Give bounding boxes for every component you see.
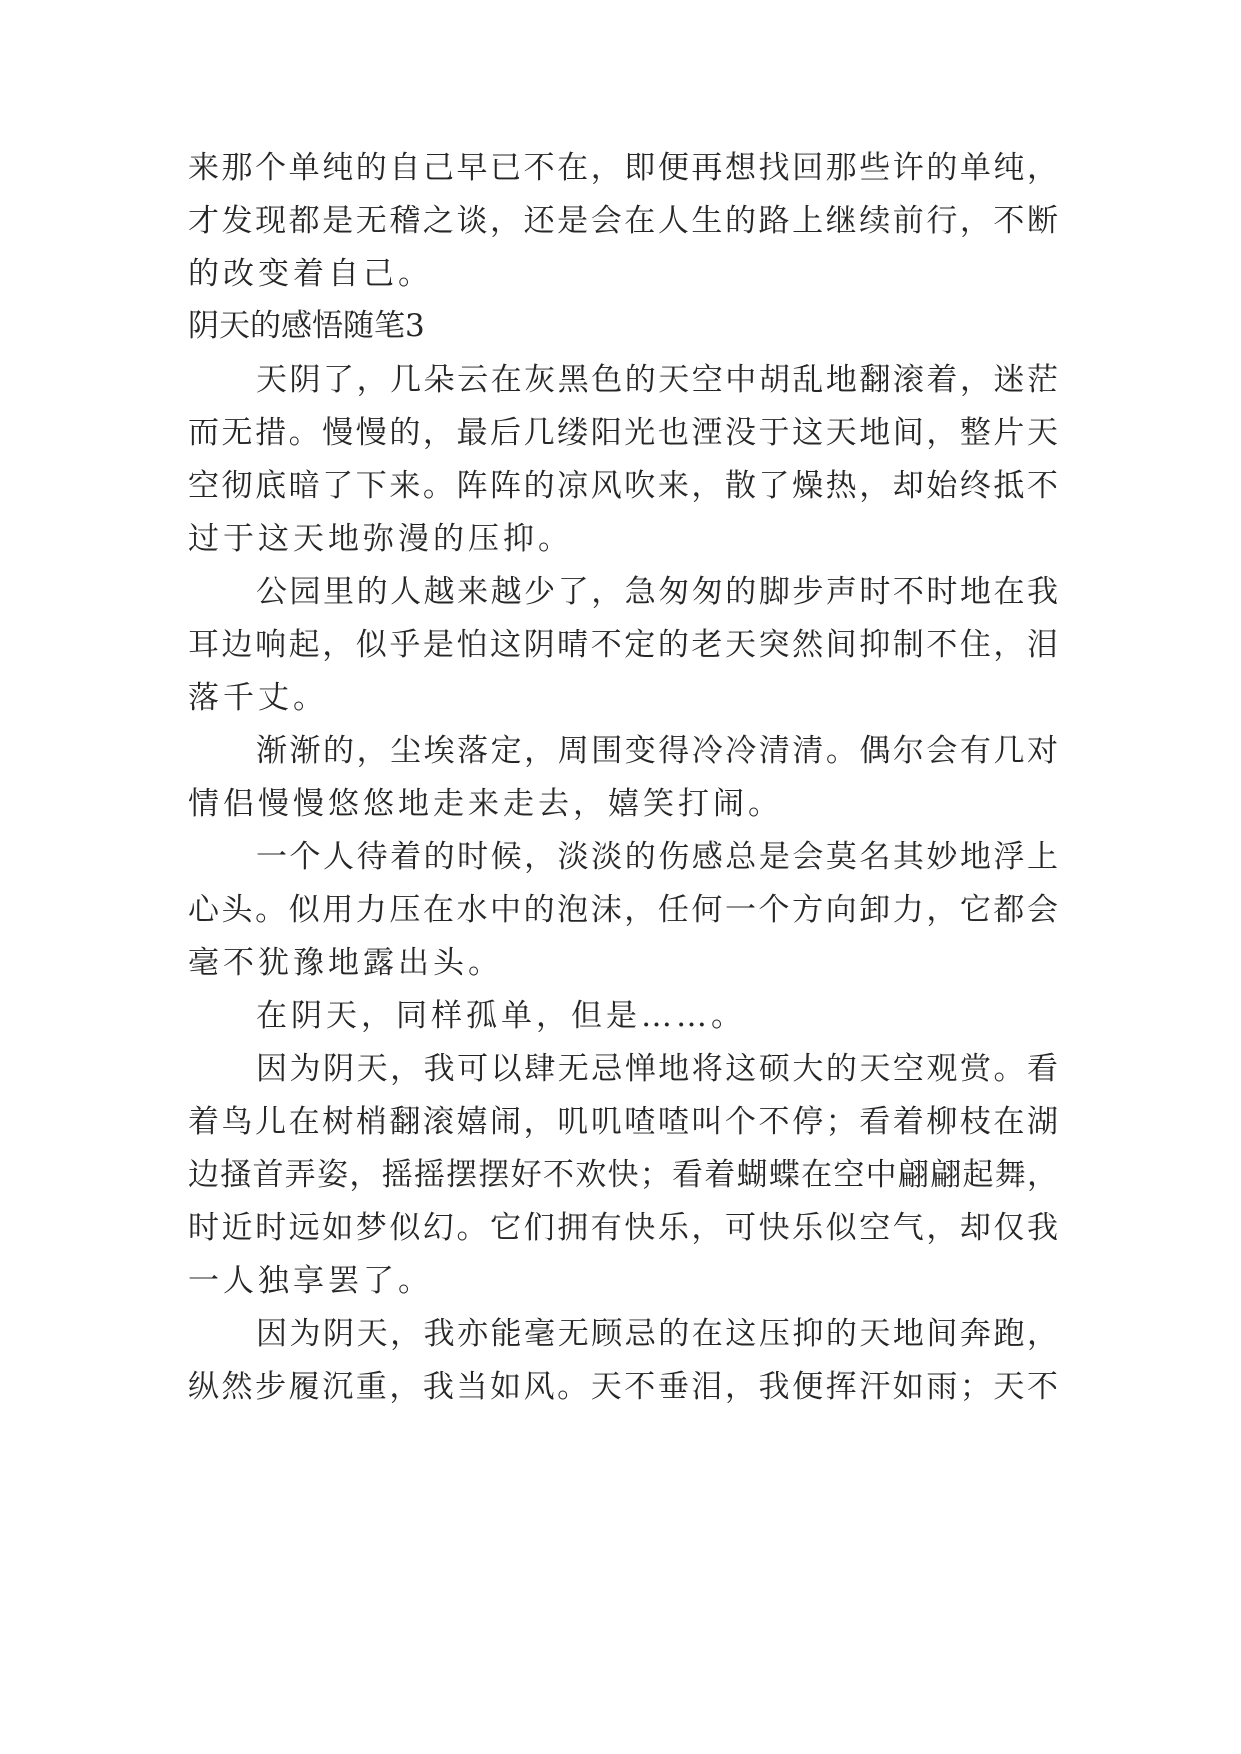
text-line: 一人独享罢了。 — [188, 1263, 433, 1299]
text-line: 而无措。慢慢的，最后几缕阳光也湮没于这天地间，整片天 — [188, 415, 1058, 451]
text-line: 因为阴天，我亦能毫无顾忌的在这压抑的天地间奔跑， — [256, 1316, 1058, 1352]
text-line: 因为阴天，我可以肆无忌惮地将这硕大的天空观赏。看 — [256, 1051, 1058, 1087]
text-line: 边搔首弄姿，摇摇摆摆好不欢快；看着蝴蝶在空中翩翩起舞， — [188, 1157, 1058, 1193]
text-line: 的改变着自己。 — [188, 256, 433, 292]
text-line: 来那个单纯的自己早已不在，即便再想找回那些许的单纯， — [188, 150, 1058, 186]
text-line: 着鸟儿在树梢翻滚嬉闹，叽叽喳喳叫个不停；看着柳枝在湖 — [188, 1104, 1058, 1140]
text-line: 落千丈。 — [188, 680, 328, 716]
text-line: 才发现都是无稽之谈，还是会在人生的路上继续前行，不断 — [188, 203, 1058, 239]
text-line: 空彻底暗了下来。阵阵的凉风吹来，散了燥热，却始终抵不 — [188, 468, 1058, 504]
text-line: 心头。似用力压在水中的泡沫，任何一个方向卸力，它都会 — [188, 892, 1058, 928]
text-line: 公园里的人越来越少了，急匆匆的脚步声时不时地在我 — [256, 574, 1058, 610]
text-line: 渐渐的，尘埃落定，周围变得冷冷清清。偶尔会有几对 — [256, 733, 1058, 769]
section-heading: 阴天的感悟随笔3 — [188, 308, 425, 344]
text-line: 天阴了，几朵云在灰黑色的天空中胡乱地翻滚着，迷茫 — [256, 362, 1058, 398]
text-line: 纵然步履沉重，我当如风。天不垂泪，我便挥汗如雨；天不 — [188, 1369, 1058, 1405]
text-line: 在阴天，同样孤单，但是……。 — [256, 998, 746, 1034]
text-line: 情侣慢慢悠悠地走来走去，嬉笑打闹。 — [188, 786, 783, 822]
text-line: 一个人待着的时候，淡淡的伤感总是会莫名其妙地浮上 — [256, 839, 1058, 875]
text-line: 时近时远如梦似幻。它们拥有快乐，可快乐似空气，却仅我 — [188, 1210, 1058, 1246]
text-line: 过于这天地弥漫的压抑。 — [188, 521, 573, 557]
text-line: 耳边响起，似乎是怕这阴晴不定的老天突然间抑制不住，泪 — [188, 627, 1058, 663]
text-line: 毫不犹豫地露出头。 — [188, 945, 503, 981]
